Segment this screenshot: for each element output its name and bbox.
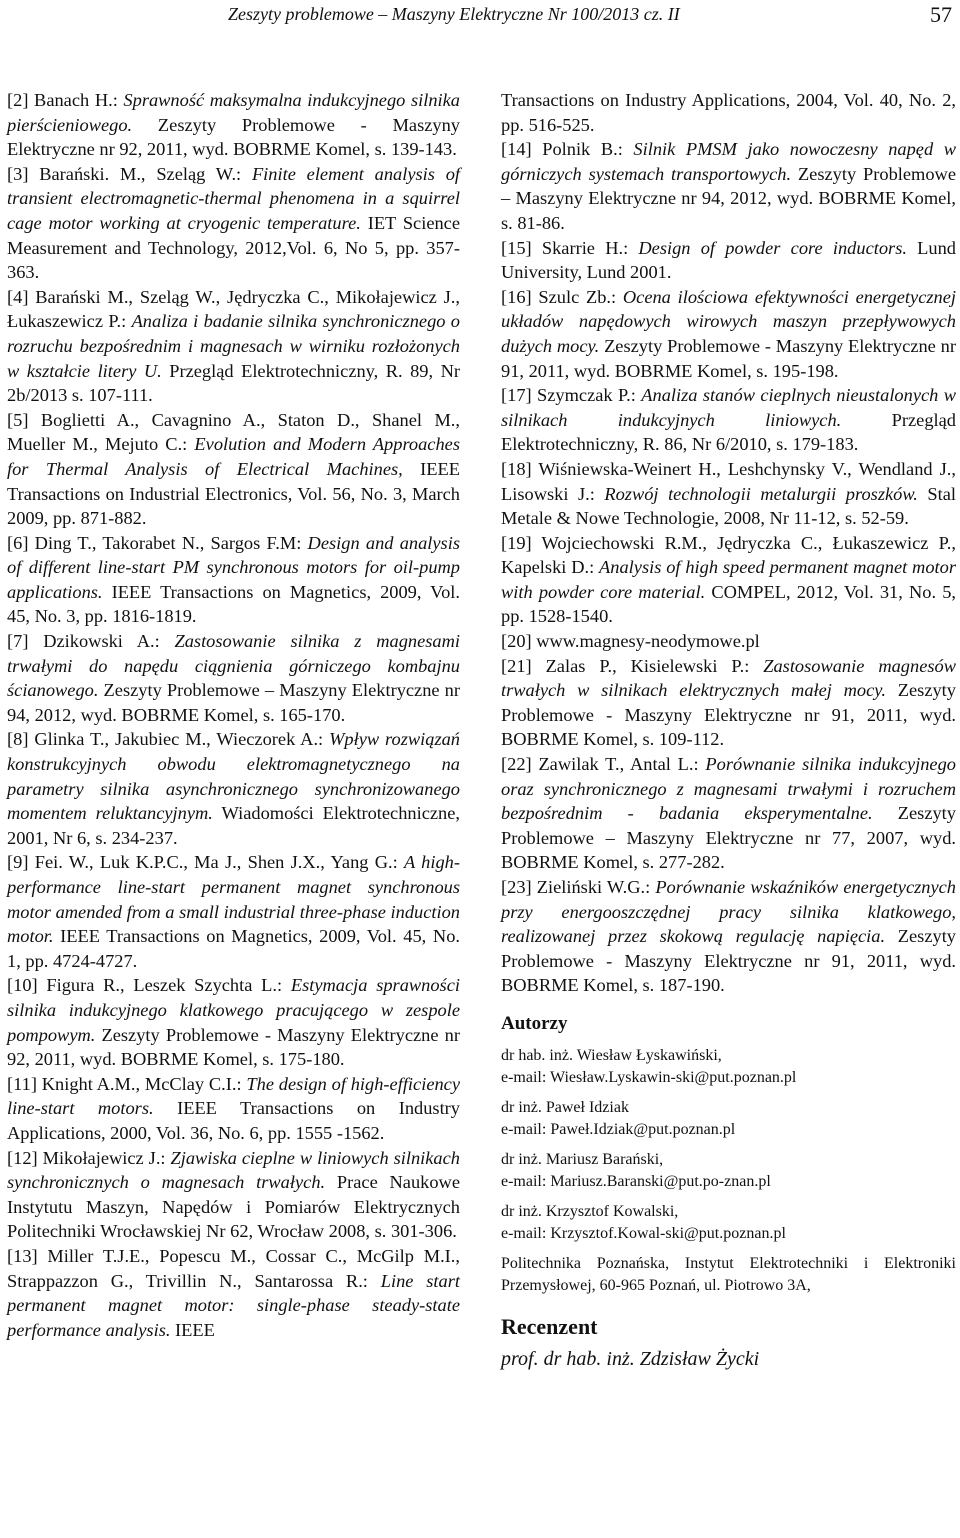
reference-entry [501, 236, 956, 285]
reference-source: Transactions on Industry Applications, 2004, Vol. 40, No. 2, pp. 516-525. [501, 90, 956, 135]
page-header [0, 0, 960, 36]
reference-source: Zeszyty Problemowe – Maszyny Elektryczne nr 94, 2012, wyd. BOBRME Komel, s. 81-86. [501, 163, 956, 233]
reference-entry [7, 1244, 460, 1342]
reference-source: COMPEL, 2012, Vol. 31, No. 5, pp. 1528-1540. [501, 581, 957, 627]
author-email: e-mail: Krzysztof.Kowal-ski@put.poznan.pl [501, 1224, 786, 1242]
reference-title: Line start permanent magnet motor: single-phase steady-state performance analysis. [7, 1270, 460, 1340]
reference-source: Wiadomości Elektrotechniczne, 2001, Nr 6, s. 234-237. [7, 803, 460, 848]
reference-entry [7, 727, 460, 850]
reference-authors: [16] Szulc Zb.: [501, 286, 623, 307]
reference-entry [501, 457, 956, 531]
author-name: dr hab. inż. Wiesław Łyskawiński, [501, 1046, 722, 1064]
reference-authors: [10] Figura R., Leszek Szychta L.: [7, 975, 291, 996]
reference-title: Zjawiska cieplne w liniowych silnikach synchronicznych o magnesach trwałych. [7, 1147, 460, 1193]
reference-title: A high-performance line-start permanent magnet synchronous motor amended from a small industrial three-phase induction motor. [7, 852, 460, 947]
reference-title: The design of high-efficiency line-start motors. [7, 1073, 461, 1119]
reference-title: Evolution and Modern Approaches for Thermal Analysis of Electrical Machines, [7, 434, 460, 479]
reference-title: Analiza stanów cieplnych nieustalonych w silnikach indukcyjnych liniowych. [501, 385, 956, 430]
reference-source: Zeszyty Problemowe - Maszyny Elektryczne nr 91, 2011, wyd. BOBRME Komel, s. 187-190. [501, 926, 956, 996]
reference-source: IEEE Transactions on Magnetics, 2009, Vol. 45, No. 1, pp. 4724-4727. [7, 926, 460, 971]
reference-authors: [20] www.magnesy-neodymowe.pl [501, 631, 760, 652]
references-right-column [501, 88, 956, 1372]
author-email: e-mail: Paweł.Idziak@put.poznan.pl [501, 1120, 736, 1138]
references-left-column [7, 88, 460, 1342]
reference-authors: [15] Skarrie H.: [501, 237, 639, 258]
author-name: dr inż. Mariusz Barański, [501, 1150, 664, 1168]
reference-entry [7, 973, 460, 1071]
reference-source: Zeszyty Problemowe - Maszyny Elektryczne nr 91, 2011, wyd. BOBRME Komel, s. 195-198. [501, 335, 956, 381]
reviewer-name: prof. dr hab. inż. Zdzisław Życki [501, 1348, 760, 1371]
reference-authors: [23] Zieliński W.G.: [501, 877, 656, 897]
reference-entry [7, 629, 460, 727]
reference-authors: [21] Zalas P., Kisielewski P.: [501, 655, 764, 676]
reviewer-heading: Recenzent [501, 1313, 598, 1339]
reference-authors: [14] Polnik B.: [501, 139, 634, 160]
author-entry [501, 1097, 956, 1141]
reference-authors: [18] Wiśniewska-Weinert H., Leshchynsky V., Wendland J., Lisowski J.: [501, 458, 956, 504]
author-email: e-mail: Wiesław.Lyskawin-ski@put.poznan.pl [501, 1068, 797, 1086]
reference-title: Sprawność maksymalna indukcyjnego silnika pierścieniowego. [7, 90, 460, 135]
authors-list [501, 1045, 956, 1245]
authors-heading: Autorzy [501, 1012, 568, 1034]
reference-source: Stal Metale & Nowe Technologie, 2008, Nr 11-12, s. 52-59. [501, 483, 957, 529]
author-name: dr inż. Paweł Idziak [501, 1098, 629, 1116]
reference-title: Estymacja sprawności silnika indukcyjnego klatkowego pracującego w zespole pompowym. [7, 975, 460, 1045]
reference-authors: [2] Banach H.: [7, 90, 124, 110]
reference-entry [7, 162, 460, 285]
author-name: dr inż. Krzysztof Kowalski, [501, 1202, 679, 1220]
reference-title: Analiza i badanie silnika synchronicznego o rozruchu bezpośrednim i magnesach w wirniku rozłożonych w kształcie litery U. [7, 311, 460, 381]
reference-title: Design of powder core inductors. [638, 237, 907, 258]
reference-entry [7, 531, 460, 629]
reference-entry [501, 137, 956, 235]
reference-source: Lund University, Lund 2001. [501, 237, 956, 283]
reference-title: Rozwój technologii metalurgii proszków. [604, 483, 918, 504]
reference-authors: [9] Fei. W., Luk K.P.C., Ma J., Shen J.X., Yang G.: [7, 852, 404, 873]
reference-source: IEEE Transactions on Industry Applications, 2000, Vol. 36, No. 6, pp. 1555 -1562. [7, 1098, 460, 1143]
author-entry [501, 1201, 956, 1245]
reference-title: Finite element analysis of transient electromagnetic-thermal phenomena in a squirrel cage motor working at cryogenic temperature. [7, 163, 460, 233]
reference-authors: [8] Glinka T., Jakubiec M., Wieczorek A.: [7, 729, 330, 750]
reference-source: IEEE [170, 1319, 215, 1340]
reference-source: Zeszyty Problemowe – Maszyny Elektryczne nr 77, 2007, wyd. BOBRME Komel, s. 277-282. [501, 803, 956, 873]
reference-authors: [17] Szymczak P.: [501, 385, 642, 406]
reference-source: Przegląd Elektrotechniczny, R. 86, Nr 6/2010, s. 179-183. [501, 409, 956, 455]
reference-entry [501, 383, 956, 457]
reference-source: Przegląd Elektrotechniczny, R. 89, Nr 2b/2013 s. 107-111. [7, 360, 460, 406]
reference-authors: [7] Dzikowski A.: [7, 631, 175, 652]
reference-source: IET Science Measurement and Technology, 2012,Vol. 6, No 5, pp. 357-363. [7, 212, 460, 283]
reference-title: Silnik PMSM jako nowoczesny napęd w górniczych systemach transportowych. [501, 139, 956, 184]
reference-entry [501, 88, 956, 137]
reference-entry [501, 285, 956, 383]
reference-source: IEEE Transactions on Industrial Electronics, Vol. 56, No. 3, March 2009, pp. 871-882. [7, 458, 460, 529]
reference-title: Analysis of high speed permanent magnet motor with powder core material. [501, 557, 956, 602]
reference-authors: [12] Mikołajewicz J.: [7, 1147, 171, 1168]
reference-authors: [22] Zawilak T., Antal L.: [501, 754, 706, 775]
reference-source: Zeszyty Problemowe - Maszyny Elektryczne nr 92, 2011, wyd. BOBRME Komel, s. 175-180. [7, 1024, 460, 1070]
reference-entry [7, 1072, 460, 1146]
author-entry [501, 1045, 956, 1089]
reference-title: Porównanie silnika indukcyjnego oraz synchronicznego z magnesami trwałymi i rozruchem bezpośrednim - badania eksperymentalne. [501, 754, 956, 824]
reference-entry [501, 875, 956, 998]
reference-authors: [3] Barański. M., Szeląg W.: [7, 163, 252, 184]
reference-title: Design and analysis of different line-start PM synchronous motors for oil-pump applications. [7, 532, 460, 602]
reference-authors: [19] Wojciechowski R.M., Jędryczka C., Łukaszewicz P., Kapelski D.: [501, 532, 956, 578]
reference-authors: [4] Barański M., Szeląg W., Jędryczka C., Mikołajewicz J., Łukaszewicz P.: [7, 286, 460, 332]
reference-source: Prace Naukowe Instytutu Maszyn, Napędów i Pomiarów Elektrycznych Politechniki Wrocławskiej Nr 62, Wrocław 2008, s. 301-306. [7, 1172, 460, 1242]
affiliation: Politechnika Poznańska, Instytut Elektrotechniki i Elektroniki Przemysłowej, 60-965 Poznań, ul. Piotrowo 3A, [501, 1254, 956, 1294]
author-email: e-mail: Mariusz.Baranski@put.po-znan.pl [501, 1172, 771, 1190]
reference-source: Zeszyty Problemowe - Maszyny Elektryczne nr 91, 2011, wyd. BOBRME Komel, s. 109-112. [501, 680, 956, 750]
reference-title: Wpływ rozwiązań konstrukcyjnych obwodu elektromagnetycznego na parametry silnika asynchronicznego synchronizowanego momentem reluktancyjnym. [7, 729, 460, 824]
reference-source: Zeszyty Problemowe – Maszyny Elektryczne nr 94, 2012, wyd. BOBRME Komel, s. 165-170. [7, 680, 460, 725]
reference-authors: [11] Knight A.M., McClay C.I.: [7, 1073, 247, 1094]
reference-entry [7, 1146, 460, 1244]
reference-entry [7, 88, 460, 162]
references-right-list [501, 88, 956, 998]
running-title: Zeszyty problemowe – Maszyny Elektryczne Nr 100/2013 cz. II [228, 4, 680, 24]
page-number: 57 [930, 2, 952, 27]
reference-authors: [6] Ding T., Takorabet N., Sargos F.M: [7, 532, 308, 553]
reference-entry [7, 285, 460, 408]
reference-authors: [13] Miller T.J.E., Popescu M., Cossar C., McGilp M.I., Strappazzon G., Trivillin N., Santarossa R.: [7, 1245, 460, 1291]
reference-source: IEEE Transactions on Magnetics, 2009, Vol. 45, No. 3, pp. 1816-1819. [7, 581, 460, 627]
reference-title: Ocena ilościowa efektywności energetycznej układów napędowych wirowych maszyn przepływowych dużych mocy. [501, 286, 956, 356]
reference-title: Zastosowanie magnesów trwałych w silnikach elektrycznych małej mocy. [501, 655, 956, 701]
reference-source: Zeszyty Problemowe - Maszyny Elektryczne nr 92, 2011, wyd. BOBRME Komel, s. 139-143. [7, 114, 460, 160]
reference-entry [501, 752, 956, 875]
reference-title: Zastosowanie silnika z magnesami trwałymi do napędu ciągnienia górniczego kombajnu ścianowego. [7, 631, 460, 701]
reference-entry [7, 850, 460, 973]
reference-entry [501, 654, 956, 752]
reference-entry [7, 408, 460, 531]
reference-entry [501, 629, 956, 654]
reference-authors: [5] Boglietti A., Cavagnino A., Staton D., Shanel M., Mueller M., Mejuto C.: [7, 409, 460, 455]
reference-title: Porównanie wskaźników energetycznych przy energooszczędnej pracy silnika klatkowego, realizowanej przez skokową regulację napięcia. [501, 877, 956, 947]
reference-entry [501, 531, 956, 629]
author-entry [501, 1149, 956, 1193]
